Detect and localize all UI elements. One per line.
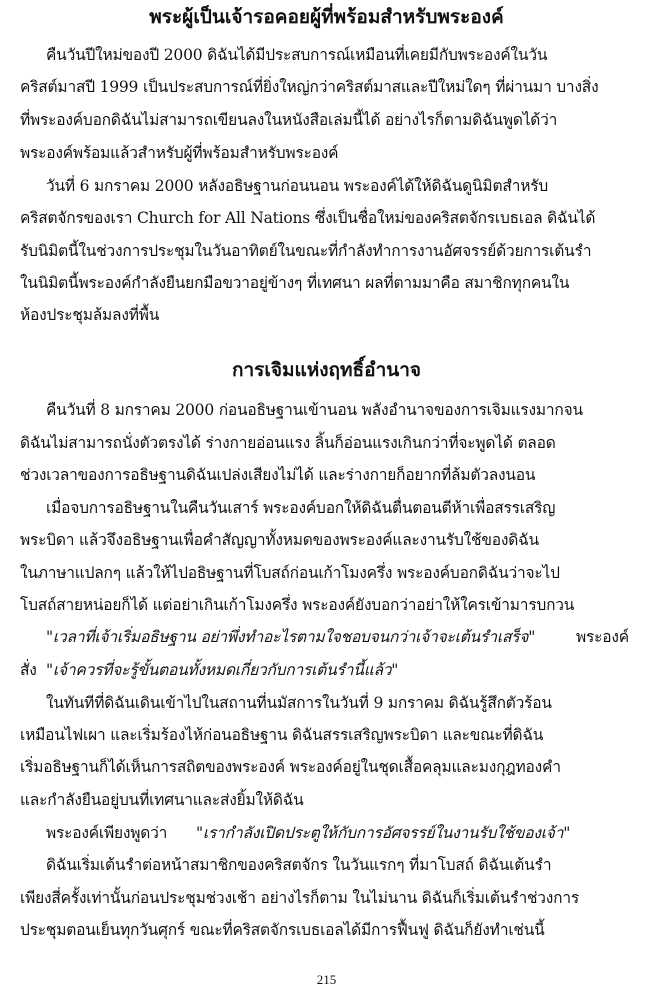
paragraph-line: พระองค์เพียงพูดว่า <box>46 824 168 842</box>
paragraph-line: ห้องประชุมล้มลงที่พื้น <box>20 306 160 324</box>
paragraph-line: วันที่ 6 มกราคม 2000 หลังอธิษฐานก่อนนอน พระองค์ได้ให้ดิฉันดูนิมิตสำหรับ <box>46 177 549 195</box>
paragraph-line: พระองค์พร้อมแล้วสำหรับผู้ที่พร้อมสำหรับพระองค์ <box>20 144 339 162</box>
paragraph-line: ในทันทีที่ดิฉันเดินเข้าไปในสถานที่นมัสการในวันที่ 9 มกราคม ดิฉันรู้สึกตัวร้อน <box>46 694 552 712</box>
quote-line: "เจ้าควรที่จะรู้ขั้นตอนทั้งหมดเกี่ยวกับการเต้นรำนี้แล้ว" <box>46 661 399 679</box>
paragraph-line: เมื่อจบการอธิษฐานในคืนวันเสาร์ พระองค์บอกให้ดิฉันตื่นตอนตีห้าเพื่อสรรเสริญ <box>46 499 556 517</box>
paragraph-line: พระบิดา แล้วจึงอธิษฐานเพื่อคำสัญญาทั้งหมดของพระองค์และงานรับใช้ของดิฉัน <box>20 531 539 549</box>
paragraph-line: คืนวันปีใหม่ของปี 2000 ดิฉันได้มีประสบการณ์เหมือนที่เคยมีกับพระองค์ในวัน <box>46 46 548 64</box>
paragraph-line: สั่ง <box>20 661 37 679</box>
paragraph-line: และกำลังยืนอยู่บนที่เทศนาและส่งยิ้มให้ดิฉัน <box>20 791 304 809</box>
section-heading-anointing: การเจิมแห่งฤทธิ์อำนาจ <box>231 359 422 381</box>
section-heading-waiting: พระผู้เป็นเจ้ารอคอยผู้ที่พร้อมสำหรับพระองค์ <box>149 6 504 28</box>
paragraph-line: ที่พระองค์บอกดิฉันไม่สามารถเขียนลงในหนังสือเล่มนี้ได้ อย่างไรก็ตามดิฉันพูดได้ว่า <box>20 111 558 129</box>
page-number: 215 <box>316 972 337 987</box>
paragraph-line: รับนิมิตนี้ในช่วงการประชุมในวันอาทิตย์ในขณะที่กำลังทำการงานอัศจรรย์ด้วยการเต้นรำ <box>20 242 592 260</box>
paragraph-line: คริสตจักรของเรา Church for All Nations ซึ่งเป็นชื่อใหม่ของคริสตจักรเบธเอล ดิฉันได้ <box>20 209 596 227</box>
paragraph-line: โบสถ์สายหน่อยก็ได้ แต่อย่าเกินเก้าโมงครึ่ง พระองค์ยังบอกว่าอย่าให้ใครเข้ามารบกวน <box>20 596 575 614</box>
paragraph-line: พระองค์ <box>576 628 629 646</box>
paragraph-line: เหมือนไฟเผา และเริ่มร้องไห้ก่อนอธิษฐาน ดิฉันสรรเสริญพระบิดา และขณะที่ดิฉัน <box>20 726 544 744</box>
quote-line: "เรากำลังเปิดประตูให้กับการอัศจรรย์ในงานรับใช้ของเจ้า" <box>196 824 571 842</box>
paragraph-line: ประชุมตอนเย็นทุกวันศุกร์ ขณะที่คริสตจักรเบธเอลได้มีการฟื้นฟู ดิฉันก็ยังทำเช่นนี้ <box>20 921 545 939</box>
paragraph-line: ช่วงเวลาของการอธิษฐานดิฉันเปล่งเสียงไม่ได้ และร่างกายก็อยากที่ล้มตัวลงนอน <box>20 466 536 484</box>
paragraph-line: คริสต์มาสปี 1999 เป็นประสบการณ์ที่ยิ่งใหญ่กว่าคริสต์มาสและปีใหม่ใดๆ ที่ผ่านมา บางสิ่ง <box>20 78 599 96</box>
paragraph-line: คืนวันที่ 8 มกราคม 2000 ก่อนอธิษฐานเข้านอน พลังอำนาจของการเจิมแรงมากจน <box>46 401 583 419</box>
paragraph-line: ในภาษาแปลกๆ แล้วให้ไปอธิษฐานที่โบสถ์ก่อนเก้าโมงครึ่ง พระองค์บอกดิฉันว่าจะไป <box>20 564 560 582</box>
paragraph-line: ดิฉันเริ่มเต้นรำต่อหน้าสมาชิกของคริสตจักร ในวันแรกๆ ที่มาโบสถ์ ดิฉันเต้นรำ <box>46 856 552 874</box>
paragraph-line: เพียงสี่ครั้งเท่านั้นก่อนประชุมช่วงเช้า อย่างไรก็ตาม ในไม่นาน ดิฉันก็เริ่มเต้นรำช่วงการ <box>20 889 579 907</box>
paragraph-line: ในนิมิตนี้พระองค์กำลังยืนยกมือขวาอยู่ข้างๆ ที่เทศนา ผลที่ตามมาคือ สมาชิกทุกคนใน <box>20 274 570 292</box>
quote-line: "เวลาที่เจ้าเริ่มอธิษฐาน อย่าพึ่งทำอะไรตามใจชอบจนกว่าเจ้าจะเต้นรำเสร็จ" <box>46 628 536 646</box>
paragraph-line: เริ่มอธิษฐานก็ได้เห็นการสถิตของพระองค์ พระองค์อยู่ในชุดเสื้อคลุมและมงกุฎทองคำ <box>20 758 561 776</box>
paragraph-line: ดิฉันไม่สามารถนั่งตัวตรงได้ ร่างกายอ่อนแรง ลิ้นก็อ่อนแรงเกินกว่าที่จะพูดได้ ตลอด <box>20 434 556 452</box>
